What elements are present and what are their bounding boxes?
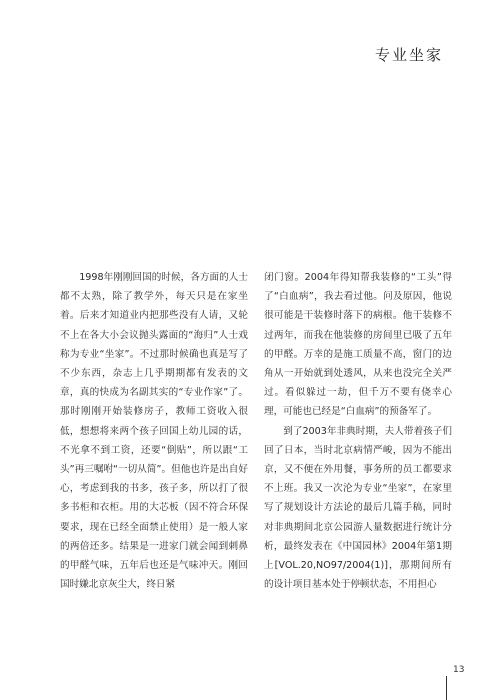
paragraph: 闭门窗。2004年得知帮我装修的“工头”得了“白血病”，我去看过他。问及原因，他说很可能是干装修时落下的病根。他干装修不过两年，而我在他装修的房间里已吸了五年的甲醛。万幸的是施工质量不高，窗门的边角从一开始就到处透风，从来也没完全关严过。看似躲过一劫，但千万不要有侥幸心理，可能也已经是“白血病”的预备军了。 <box>264 272 452 418</box>
paragraph: 到了2003年非典时期，夫人带着孩子们回了日本，当时北京病情严峻，因为不能出京，又不便在外用餐，事务所的员工都要求不上班。我又一次沦为专业“坐家”，在家里写了规划设计方法论的最后几篇手稿，同时对非典期间北京公园游人量数据进行统计分析，最终发表在《中国园林》2004年第1期上[VOL.20,NO97/2004(1)]，那期间所有的设计项目基本处于停顿状态，不用担心 <box>264 425 452 591</box>
footer-rule <box>446 676 447 700</box>
page-title: 专业坐家 <box>374 46 443 64</box>
paragraph: 1998年刚刚回国的时候，各方面的人士都不太熟，除了教学外，每天只是在家坐着。后来才知道业内把那些没有人请，又轮不上在各大小会议抛头露面的“海归”人士戏称为专业“坐家”。不过那时候确也真是写了不少东西，杂志上几乎期期都有发表的文章，真的快成为名副其实的“专业作家”了。那时刚刚开始装修房子，教师工资收入很低，想想将来两个孩子回国上幼儿园的话，不光拿不到工资，还要“倒贴”，所以跟“工头”再三嘱咐“一切从简”。但他也许是出自好心，考虑到我的书多，孩子多，所以打了很多书柜和衣柜。用的大芯板（因不符合环保要求，现在已经全面禁止使用）是一般人家的两倍还多。结果是一进家门就会闻到刺鼻的甲醛气味，五年后也还是气味冲天。刚回国时嫌北京灰尘大，终日紧 <box>60 272 248 591</box>
page-number: 13 <box>453 665 465 675</box>
left-text-column <box>60 268 248 594</box>
right-text-column <box>264 268 452 594</box>
